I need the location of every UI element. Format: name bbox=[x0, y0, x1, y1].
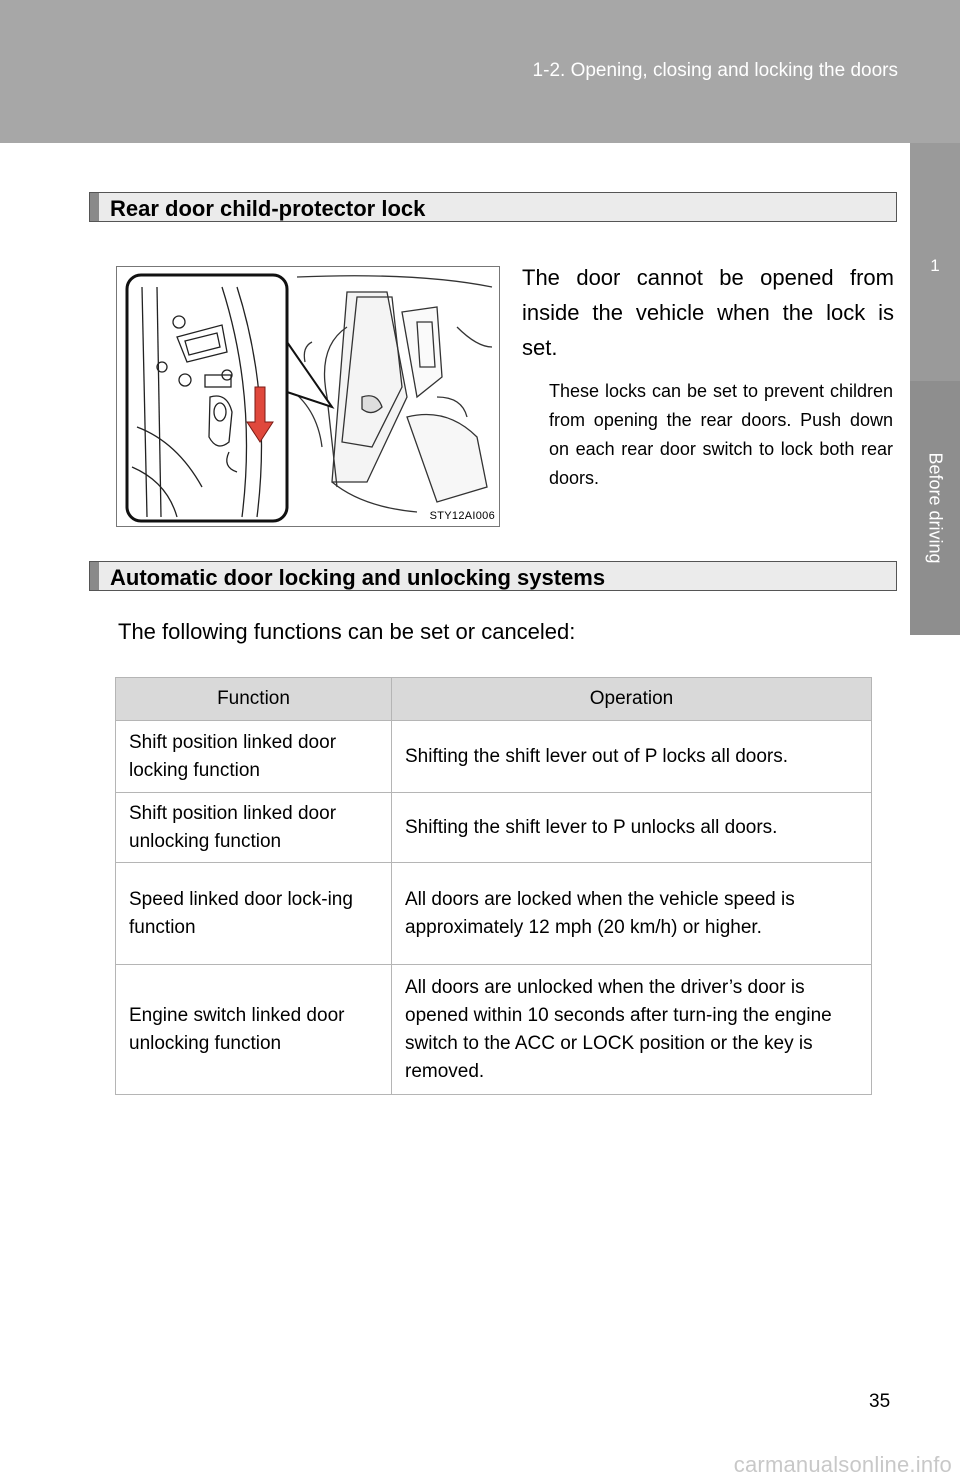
operation-cell: All doors are locked when the vehicle speed is approximately 12 mph (20 km/h) or higher. bbox=[392, 863, 872, 965]
function-cell: Shift position linked door unlocking function bbox=[116, 793, 392, 863]
child-lock-illustration bbox=[116, 266, 500, 527]
table-row bbox=[116, 721, 872, 793]
operation-cell: All doors are unlocked when the driver’s door is opened within 10 seconds after turn-ing the engine switch to the ACC or LOCK position or the key is removed. bbox=[392, 965, 872, 1095]
operation-cell: Shifting the shift lever to P unlocks all doors. bbox=[392, 793, 872, 863]
chapter-number: 1 bbox=[930, 256, 940, 275]
section-heading-child-lock bbox=[89, 192, 897, 222]
section-running-title: 1-2. Opening, closing and locking the doors bbox=[532, 60, 898, 81]
table-row bbox=[116, 793, 872, 863]
section-heading-auto-lock bbox=[89, 561, 897, 591]
operation-cell: Shifting the shift lever out of P locks all doors. bbox=[392, 721, 872, 793]
chapter-title: Before driving bbox=[925, 452, 946, 564]
function-table bbox=[115, 677, 872, 1095]
watermark: carmanualsonline.info bbox=[733, 1452, 952, 1477]
function-cell: Shift position linked door locking function bbox=[116, 721, 392, 793]
child-lock-lead-text: The door cannot be opened from inside the vehicle when the lock is set. bbox=[522, 265, 894, 360]
auto-lock-intro: The following functions can be set or canceled: bbox=[118, 619, 576, 644]
child-lock-description: These locks can be set to prevent children from opening the rear doors. Push down on each rear door switch to lock both rear doors. bbox=[549, 381, 893, 488]
figure-code: STY12AI006 bbox=[429, 510, 495, 522]
column-header-operation: Operation bbox=[392, 678, 872, 721]
table-header-row bbox=[116, 678, 872, 721]
table-row bbox=[116, 863, 872, 965]
table-row bbox=[116, 965, 872, 1095]
section-heading-text: Rear door child-protector lock bbox=[110, 196, 426, 221]
column-header-function: Function bbox=[116, 678, 392, 721]
car-door-illustration bbox=[117, 267, 500, 527]
page-number: 35 bbox=[869, 1391, 891, 1412]
section-heading-text: Automatic door locking and unlocking systems bbox=[110, 565, 606, 590]
function-cell: Engine switch linked door unlocking function bbox=[116, 965, 392, 1095]
function-cell: Speed linked door lock-ing function bbox=[116, 863, 392, 965]
